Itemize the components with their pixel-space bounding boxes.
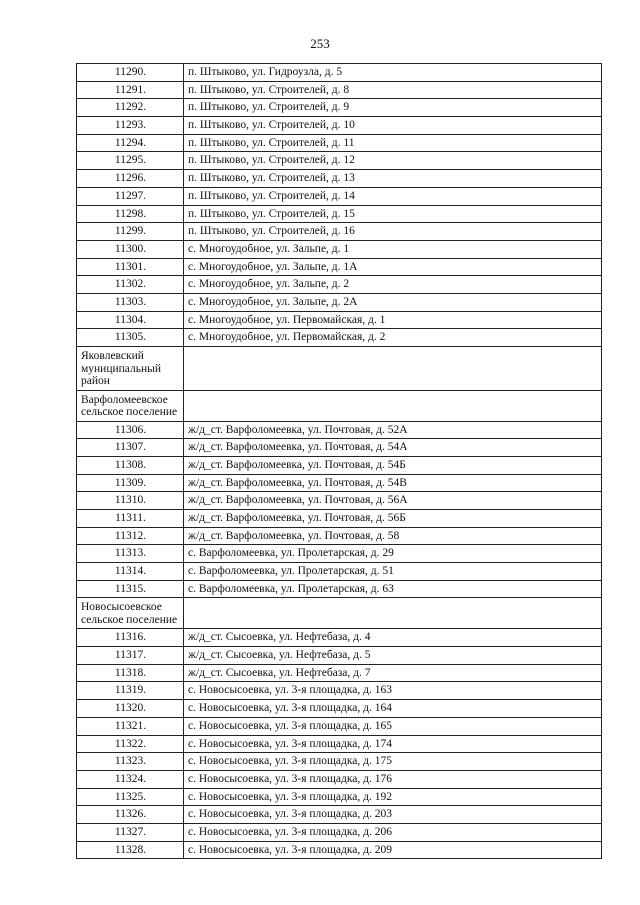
row-address: с. Многоудобное, ул. Зальпе, д. 2 (184, 276, 602, 294)
row-number: 11293. (77, 117, 184, 135)
row-address: ж/д_ст. Варфоломеевка, ул. Почтовая, д. 52А (184, 421, 602, 439)
table-row (77, 258, 602, 276)
row-number: 11321. (77, 717, 184, 735)
row-address: с. Новосысоевка, ул. 3-я площадка, д. 164 (184, 700, 602, 718)
row-number: 11301. (77, 258, 184, 276)
table-row (77, 629, 602, 647)
table-row (77, 770, 602, 788)
table-row (77, 223, 602, 241)
row-number: 11319. (77, 682, 184, 700)
row-address: п. Штыково, ул. Строителей, д. 10 (184, 117, 602, 135)
row-number: 11305. (77, 329, 184, 347)
row-address: п. Штыково, ул. Строителей, д. 11 (184, 134, 602, 152)
section-name: Новосысоевское сельское поселение (77, 598, 184, 629)
row-number: 11294. (77, 134, 184, 152)
row-address: ж/д_ст. Варфоломеевка, ул. Почтовая, д. 56Б (184, 509, 602, 527)
table-row (77, 117, 602, 135)
table-row (77, 81, 602, 99)
row-address: с. Многоудобное, ул. Зальпе, д. 1А (184, 258, 602, 276)
row-address: с. Многоудобное, ул. Первомайская, д. 2 (184, 329, 602, 347)
table-row (77, 509, 602, 527)
table-row (77, 276, 602, 294)
row-number: 11291. (77, 81, 184, 99)
address-table-body (77, 64, 602, 859)
row-number: 11290. (77, 64, 184, 82)
row-number: 11315. (77, 580, 184, 598)
row-address: с. Новосысоевка, ул. 3-я площадка, д. 163 (184, 682, 602, 700)
section-name: Яковлевский муниципальный район (77, 347, 184, 391)
table-row (77, 492, 602, 510)
table-row (77, 682, 602, 700)
row-address: п. Штыково, ул. Строителей, д. 13 (184, 170, 602, 188)
row-number: 11325. (77, 788, 184, 806)
row-address: п. Штыково, ул. Строителей, д. 15 (184, 205, 602, 223)
row-address: с. Новосысоевка, ул. 3-я площадка, д. 203 (184, 806, 602, 824)
table-row (77, 99, 602, 117)
row-number: 11318. (77, 664, 184, 682)
table-row (77, 439, 602, 457)
row-address: ж/д_ст. Варфоломеевка, ул. Почтовая, д. 54В (184, 474, 602, 492)
row-number: 11296. (77, 170, 184, 188)
address-table (76, 63, 602, 859)
row-number: 11303. (77, 293, 184, 311)
row-address: п. Штыково, ул. Строителей, д. 12 (184, 152, 602, 170)
table-row (77, 152, 602, 170)
row-address: с. Новосысоевка, ул. 3-я площадка, д. 175 (184, 753, 602, 771)
row-address: с. Новосысоевка, ул. 3-я площадка, д. 176 (184, 770, 602, 788)
table-row (77, 647, 602, 665)
row-number: 11299. (77, 223, 184, 241)
row-address: с. Новосысоевка, ул. 3-я площадка, д. 192 (184, 788, 602, 806)
row-number: 11328. (77, 841, 184, 859)
table-row (77, 134, 602, 152)
row-address: с. Многоудобное, ул. Зальпе, д. 1 (184, 240, 602, 258)
section-empty-cell (184, 347, 602, 391)
section-header-row (77, 598, 602, 629)
table-row (77, 717, 602, 735)
row-address: ж/д_ст. Варфоломеевка, ул. Почтовая, д. 54Б (184, 456, 602, 474)
table-row (77, 311, 602, 329)
row-number: 11302. (77, 276, 184, 294)
row-address: ж/д_ст. Варфоломеевка, ул. Почтовая, д. 58 (184, 527, 602, 545)
row-number: 11309. (77, 474, 184, 492)
row-number: 11326. (77, 806, 184, 824)
table-row (77, 187, 602, 205)
row-address: с. Варфоломеевка, ул. Пролетарская, д. 29 (184, 545, 602, 563)
table-row (77, 545, 602, 563)
table-row (77, 205, 602, 223)
section-empty-cell (184, 390, 602, 421)
row-number: 11320. (77, 700, 184, 718)
row-number: 11307. (77, 439, 184, 457)
row-address: п. Штыково, ул. Строителей, д. 9 (184, 99, 602, 117)
row-number: 11314. (77, 563, 184, 581)
row-number: 11295. (77, 152, 184, 170)
row-address: с. Многоудобное, ул. Первомайская, д. 1 (184, 311, 602, 329)
row-address: ж/д_ст. Варфоломеевка, ул. Почтовая, д. 54А (184, 439, 602, 457)
row-address: с. Новосысоевка, ул. 3-я площадка, д. 206 (184, 823, 602, 841)
row-address: с. Новосысоевка, ул. 3-я площадка, д. 174 (184, 735, 602, 753)
row-address: ж/д_ст. Сысоевка, ул. Нефтебаза, д. 5 (184, 647, 602, 665)
row-address: ж/д_ст. Варфоломеевка, ул. Почтовая, д. 56А (184, 492, 602, 510)
table-row (77, 527, 602, 545)
row-number: 11311. (77, 509, 184, 527)
row-address: с. Варфоломеевка, ул. Пролетарская, д. 51 (184, 563, 602, 581)
table-row (77, 421, 602, 439)
row-number: 11313. (77, 545, 184, 563)
row-number: 11297. (77, 187, 184, 205)
table-row (77, 664, 602, 682)
table-row (77, 841, 602, 859)
row-address: с. Многоудобное, ул. Зальпе, д. 2А (184, 293, 602, 311)
section-header-row (77, 390, 602, 421)
row-address: с. Новосысоевка, ул. 3-я площадка, д. 209 (184, 841, 602, 859)
row-address: с. Варфоломеевка, ул. Пролетарская, д. 63 (184, 580, 602, 598)
table-row (77, 240, 602, 258)
row-number: 11324. (77, 770, 184, 788)
row-number: 11310. (77, 492, 184, 510)
row-number: 11304. (77, 311, 184, 329)
row-address: п. Штыково, ул. Гидроузла, д. 5 (184, 64, 602, 82)
table-row (77, 293, 602, 311)
table-row (77, 700, 602, 718)
row-address: ж/д_ст. Сысоевка, ул. Нефтебаза, д. 4 (184, 629, 602, 647)
table-row (77, 806, 602, 824)
row-number: 11298. (77, 205, 184, 223)
table-row (77, 788, 602, 806)
row-number: 11300. (77, 240, 184, 258)
row-address: с. Новосысоевка, ул. 3-я площадка, д. 165 (184, 717, 602, 735)
row-number: 11312. (77, 527, 184, 545)
row-number: 11292. (77, 99, 184, 117)
section-empty-cell (184, 598, 602, 629)
row-address: ж/д_ст. Сысоевка, ул. Нефтебаза, д. 7 (184, 664, 602, 682)
section-name: Варфоломеевское сельское поселение (77, 390, 184, 421)
table-row (77, 456, 602, 474)
table-row (77, 735, 602, 753)
row-number: 11316. (77, 629, 184, 647)
row-address: п. Штыково, ул. Строителей, д. 16 (184, 223, 602, 241)
row-number: 11317. (77, 647, 184, 665)
row-number: 11306. (77, 421, 184, 439)
row-number: 11322. (77, 735, 184, 753)
row-address: п. Штыково, ул. Строителей, д. 8 (184, 81, 602, 99)
table-row (77, 823, 602, 841)
table-row (77, 753, 602, 771)
row-number: 11308. (77, 456, 184, 474)
table-row (77, 64, 602, 82)
row-number: 11323. (77, 753, 184, 771)
row-number: 11327. (77, 823, 184, 841)
table-row (77, 474, 602, 492)
row-address: п. Штыково, ул. Строителей, д. 14 (184, 187, 602, 205)
page-number: 253 (310, 36, 330, 51)
section-header-row (77, 347, 602, 391)
table-row (77, 580, 602, 598)
table-row (77, 329, 602, 347)
table-row (77, 563, 602, 581)
table-row (77, 170, 602, 188)
